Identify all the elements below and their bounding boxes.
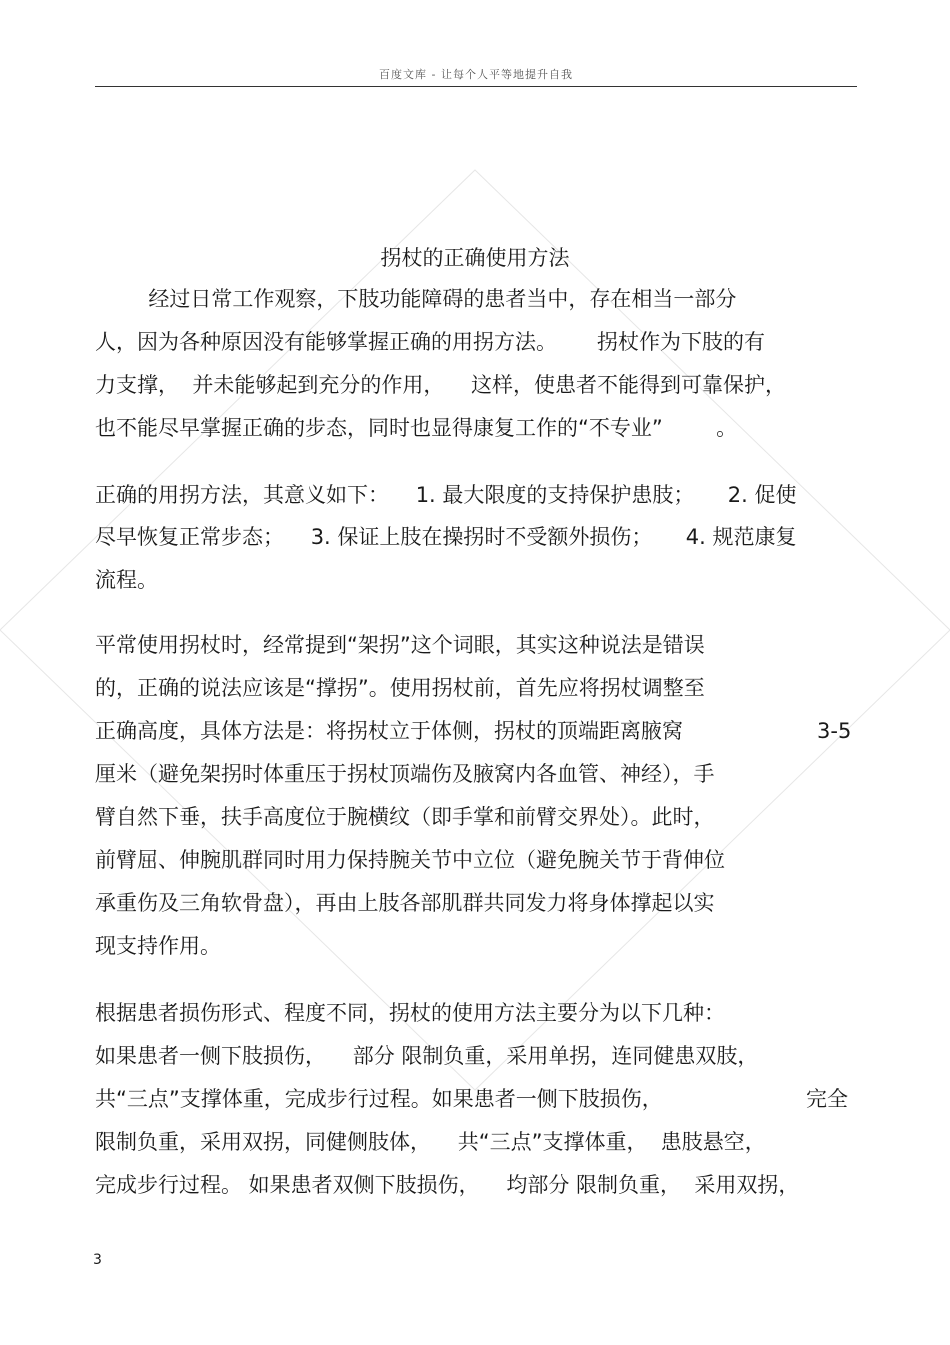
header-rule [95, 86, 857, 87]
paragraph-line: 尽早恢复正常步态； 3. 保证上肢在操拐时不受额外损伤； 4. 规范康复 [95, 525, 797, 549]
paragraph-line: 平常使用拐杖时，经常提到“架拐”这个词眼，其实这种说法是错误 [95, 633, 705, 657]
paragraph-line: 如果患者一侧下肢损伤， 部分 限制负重，采用单拐，连同健患双肢， [95, 1044, 759, 1068]
page-header: 百度文库 - 让每个人平等地提升自我 [379, 68, 573, 81]
paragraph-line: 的，正确的说法应该是“撑拐”。使用拐杖前，首先应将拐杖调整至 [95, 676, 705, 700]
document-title: 拐杖的正确使用方法 [380, 246, 570, 270]
full-fragment: 完全 [806, 1087, 848, 1111]
paragraph-line: 经过日常工作观察，下肢功能障碍的患者当中，存在相当一部分 [95, 287, 737, 311]
paragraph-line: 人，因为各种原因没有能够掌握正确的用拐方法。 拐杖作为下肢的有 [95, 330, 766, 354]
paragraph-line: 正确的用拐方法，其意义如下： 1. 最大限度的支持保护患肢； 2. 促使 [95, 483, 797, 507]
paragraph-line: 流程。 [95, 568, 158, 592]
paragraph-line: 完成步行过程。 如果患者双侧下肢损伤， 均部分 限制负重， 采用双拐， [95, 1173, 800, 1197]
paragraph-line: 共“三点”支撑体重，完成步行过程。如果患者一侧下肢损伤， [95, 1087, 663, 1111]
paragraph-line: 限制负重，采用双拐，同健侧肢体， 共“三点”支撑体重， 患肢悬空， [95, 1130, 766, 1154]
paragraph-line: 臂自然下垂，扶手高度位于腕横纹（即手掌和前臂交界处）。此时， [95, 805, 715, 829]
paragraph-line: 也不能尽早掌握正确的步态，同时也显得康复工作的“不专业” 。 [95, 416, 738, 440]
paragraph-line: 现支持作用。 [95, 934, 221, 958]
paragraph-line: 前臂屈、伸腕肌群同时用力保持腕关节中立位（避免腕关节于背伸位 [95, 848, 725, 872]
measure-fragment: 3-5 [817, 719, 852, 743]
paragraph-line: 承重伤及三角软骨盘），再由上肢各部肌群共同发力将身体撑起以实 [95, 891, 715, 915]
paragraph-line: 厘米（避免架拐时体重压于拐杖顶端伤及腋窝内各血管、神经），手 [95, 762, 715, 786]
paragraph-line: 力支撑， 并未能够起到充分的作用， 这样，使患者不能得到可靠保护， [95, 373, 787, 397]
page-number: 3 [93, 1252, 102, 1268]
paragraph-line: 根据患者损伤形式、程度不同，拐杖的使用方法主要分为以下几种： [95, 1001, 725, 1025]
paragraph-line: 正确高度，具体方法是：将拐杖立于体侧，拐杖的顶端距离腋窝 [95, 719, 683, 743]
